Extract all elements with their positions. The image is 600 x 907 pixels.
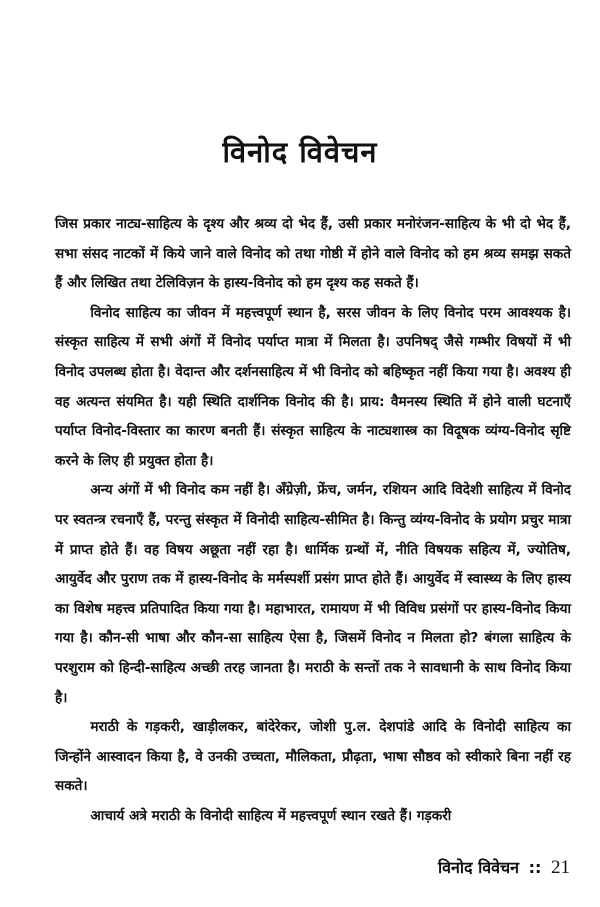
paragraph-4: मराठी के गड़करी, खाड़ीलकर, बांदेरेकर, जोशी पु.ल. देशपांडे आदि के विनोदी साहित्य का जिन्होंने आस्वादन किया है, वे उनकी उच्चता, मौलिकता, प्रौढ़ता, भाषा सौष्ठव को स्वीकारे बिना नहीं रह सकते।	[55, 719, 571, 795]
paragraph-3: अन्य अंगों में भी विनोद कम नहीं है। अँग्रेज़ी, फ्रेंच, जर्मन, रशियन आदि विदेशी साहित्य में विनोद पर स्वतन्त्र रचनाएँ हैं, परन्तु संस्कृत में विनोदी साहित्य-सीमित है। किन्तु व्यंग्य-विनोद के प्रयोग प्रचुर मात्रा में प्राप्त होते हैं। वह विषय अछूता नहीं रहा है। धार्मिक ग्रन्थों में, नीति विषयक सहित्य में, ज्योतिष, आयुर्वेद और पुराण तक में हास्य-विनोद के मर्मस्पर्शी प्रसंग प्राप्त होते हैं। आयुर्वेद में स्वास्थ्य के लिए हास्य का विशेष महत्त्व प्रतिपादित किया गया है। महाभारत, रामायण में भी विविध प्रसंगों पर हास्य-विनोद किया गया है। कौन-सी भाषा और कौन-सा साहित्य ऐसा है, जिसमें विनोद न मिलता हो? बंगला साहित्य के परशुराम को हिन्दी-साहित्य अच्छी तरह जानता है। मराठी के सन्तों तक ने सावधानी के साथ विनोद किया है।	[55, 482, 571, 706]
paragraph-2: विनोद साहित्य का जीवन में महत्त्वपूर्ण स्थान है, सरस जीवन के लिए विनोद परम आवश्यक है। संस्कृत साहित्य में सभी अंगों में विनोद पर्याप्त मात्रा में मिलता है। उपनिषद् जैसे गम्भीर विषयों में भी विनोद उपलब्ध होता है। वेदान्त और दर्शनसाहित्य में भी विनोद को बहिष्कृत नहीं किया गया है। अवश्य ही वह अत्यन्त संयमित है। यही स्थिति दार्शनिक विनोद की है। प्राय: वैमनस्य स्थिति में होने वाली घटनाएँ पर्याप्त विनोद-विस्तार का कारण बनती हैं। संस्कृत साहित्य के नाट्यशास्त्र का विदूषक व्यंग्य-विनोद सृष्टि करने के लिए ही प्रयुक्त होता है।	[55, 304, 571, 469]
page-number: 21	[551, 857, 570, 878]
footer-separator: ::	[528, 858, 542, 877]
paragraph-1: जिस प्रकार नाट्य-साहित्य के दृश्य और श्रव्य दो भेद हैं, उसी प्रकार मनोरंजन-साहित्य के भी दो भेद हैं, सभा संसद नाटकों में किये जाने वाले विनोद को तथा गोष्ठी में होने वाले विनोद को हम श्रव्य समझ सकते हैं और लिखित तथा टेलिविज़न के हास्य-विनोद को हम दृश्य कह सकते हैं।	[55, 216, 571, 292]
paragraph-5: आचार्य अत्रे मराठी के विनोदी साहित्य में महत्त्वपूर्ण स्थान रखते हैं। गड़करी	[90, 807, 452, 824]
page-footer	[438, 856, 570, 879]
running-title: विनोद विवेचन	[437, 858, 520, 877]
body-text	[55, 210, 571, 831]
chapter-title: विनोद विवेचन	[222, 135, 378, 169]
